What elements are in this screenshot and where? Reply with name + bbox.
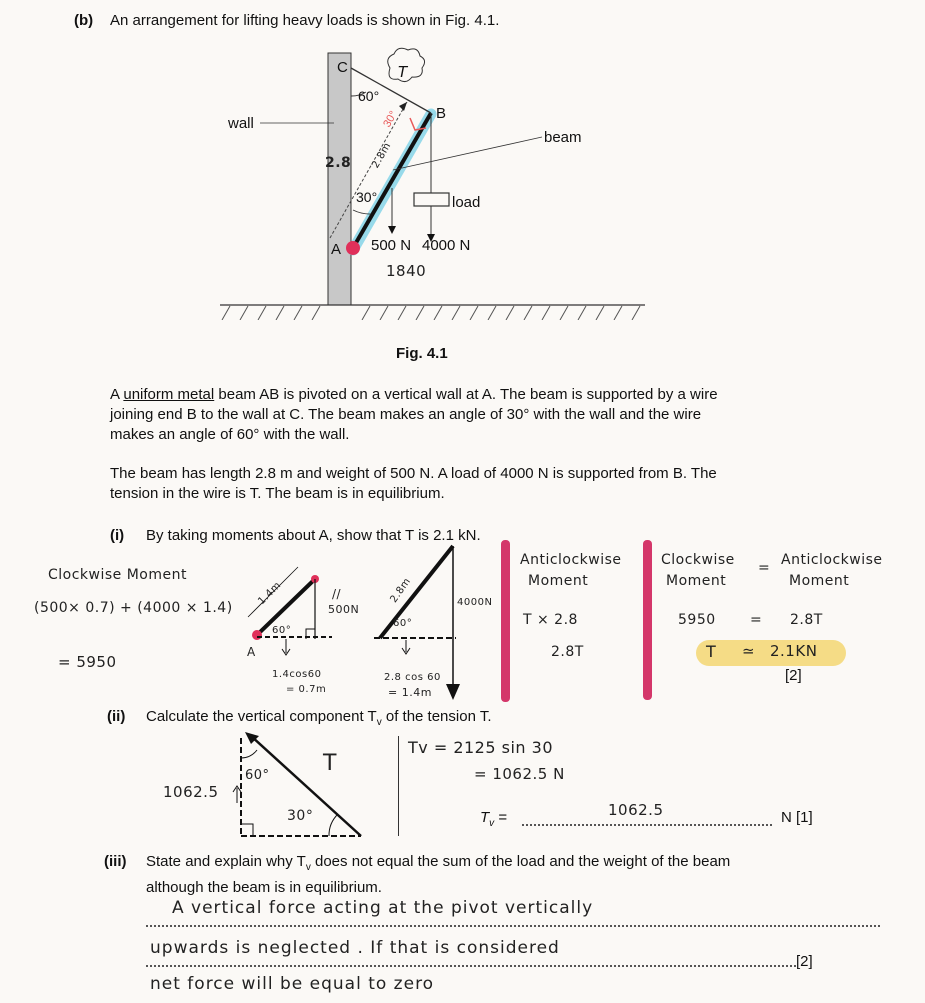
work-d2-calc1: 2.8 cos 60 [384, 672, 441, 683]
work-d2-calc2: = 1.4m [388, 686, 432, 699]
wall-shape [328, 53, 351, 305]
q3-label: (iii) [104, 853, 127, 870]
work-diagram-1 [240, 565, 360, 675]
work-final-val: 2.1KN [770, 642, 818, 660]
work-d1-a: A [247, 645, 256, 659]
label-c: C [337, 59, 348, 76]
label-weight-4000: 4000 N [422, 237, 471, 254]
work-triangle [225, 728, 375, 843]
q3-answer-line-1[interactable]: A vertical force acting at the pivot vertically [172, 898, 594, 918]
label-wall: wall [228, 115, 254, 132]
label-load: load [452, 194, 481, 211]
part-b-label: (b) [74, 12, 94, 29]
q3-marks: [2] [796, 953, 813, 970]
label-angle-30: 30° [356, 189, 378, 205]
work-ii-divider [398, 736, 399, 836]
figure-4-1 [200, 40, 670, 320]
work-row2-right: 2.8T [790, 612, 823, 628]
q3-answer-line-3[interactable]: net force will be equal to zero [150, 974, 435, 994]
work-ii-side: 1062.5 [163, 783, 219, 801]
work-ii-t: T [323, 751, 337, 776]
part-b-intro: An arrangement for lifting heavy loads is shown in Fig. 4.1. [110, 12, 500, 29]
load-box [414, 193, 449, 206]
work-cw-h2: Moment [666, 573, 727, 589]
svg-text:30°: 30° [381, 109, 400, 130]
label-beam: beam [544, 129, 582, 146]
q2-unit-marks: N [1] [781, 809, 813, 826]
work-d1-force: 500N [328, 603, 360, 616]
q3-line-1 [146, 925, 880, 927]
q1-marks: [2] [785, 667, 802, 684]
figure-caption: Fig. 4.1 [396, 345, 448, 362]
work-row2-eq: = [750, 612, 763, 628]
work-acw-h2: Moment [789, 573, 850, 589]
work-ii-angle-60: 60° [245, 768, 270, 783]
work-ii-line2: = 1062.5 N [474, 765, 565, 783]
label-weight-500: 500 N [371, 237, 412, 254]
work-row2-left: 5950 [678, 612, 716, 628]
work-result: = 5950 [58, 653, 117, 671]
work-anti-e2: 2.8T [551, 644, 584, 660]
label-b: B [436, 105, 447, 122]
q3-line-2 [146, 965, 796, 967]
work-acw-h1: Anticlockwise [781, 552, 883, 568]
work-d1-angle: 60° [272, 625, 292, 636]
label-angle-60: 60° [358, 88, 380, 104]
work-d1-calc2: = 0.7m [286, 684, 327, 695]
q1-text: By taking moments about A, show that T is 2.1 kN. [146, 527, 481, 544]
q2-answer-value[interactable]: 1062.5 [608, 801, 664, 819]
work-anti-h2: Moment [528, 573, 589, 589]
divider-2 [643, 540, 652, 700]
work-d1-parallel-mark: // [332, 587, 342, 601]
work-anti-e1: T × 2.8 [523, 612, 578, 628]
q3-text: State and explain why $T_v$ does not equal the sum of the load and the weight of the beam although the beam is in equilibrium. [146, 853, 731, 896]
work-anti-h1: Anticlockwise [520, 552, 622, 568]
q2-answer-prefix: $T_v$ = [480, 809, 508, 829]
paragraph-2: The beam has length 2.8 m and weight of 500 N. A load of 4000 N is supported from B. The tension in the wire is T. The beam is in equilibrium. [110, 465, 717, 502]
work-d1-len: 1.4m [256, 579, 284, 608]
label-t: T [398, 63, 408, 81]
q2-text: Calculate the vertical component $T_v$ of the tension T. [146, 708, 492, 728]
work-d2-angle: 60° [393, 618, 413, 629]
work-ii-angle-30: 30° [287, 808, 314, 824]
work-d2-len: 2.8m [388, 576, 414, 605]
paragraph-1: A uniform metal beam AB is pivoted on a vertical wall at A. The beam is supported by a wire joining end B to the wall at C. The beam makes an angle of 30° with the wall and the wire makes an angle of 60° with the wall. [110, 386, 718, 443]
work-expression: (500× 0.7) + (4000 × 1.4) [34, 600, 233, 616]
work-d2-force: 4000N [457, 597, 493, 608]
q3-answer-line-2[interactable]: upwards is neglected . If that is considered [150, 938, 560, 958]
divider-1 [501, 540, 510, 702]
note-1840: 1840 [386, 262, 427, 280]
work-ii-line1: Tv = 2125 sin 30 [408, 738, 553, 757]
note-2-8: 2.8 [325, 155, 352, 171]
q2-answer-line [522, 824, 772, 826]
work-d1-calc1: 1.4cos60 [272, 669, 322, 680]
work-final-t: T [706, 642, 717, 661]
q2-label: (ii) [107, 708, 126, 725]
work-clockwise-moment: Clockwise Moment [48, 567, 187, 583]
work-eq1: = [758, 560, 771, 576]
q1-label: (i) [110, 527, 125, 544]
label-a: A [331, 241, 342, 258]
work-cw-h1: Clockwise [661, 552, 735, 568]
work-final-eq: ≃ [742, 642, 756, 660]
note-2-8m: 2.8m [370, 140, 394, 171]
